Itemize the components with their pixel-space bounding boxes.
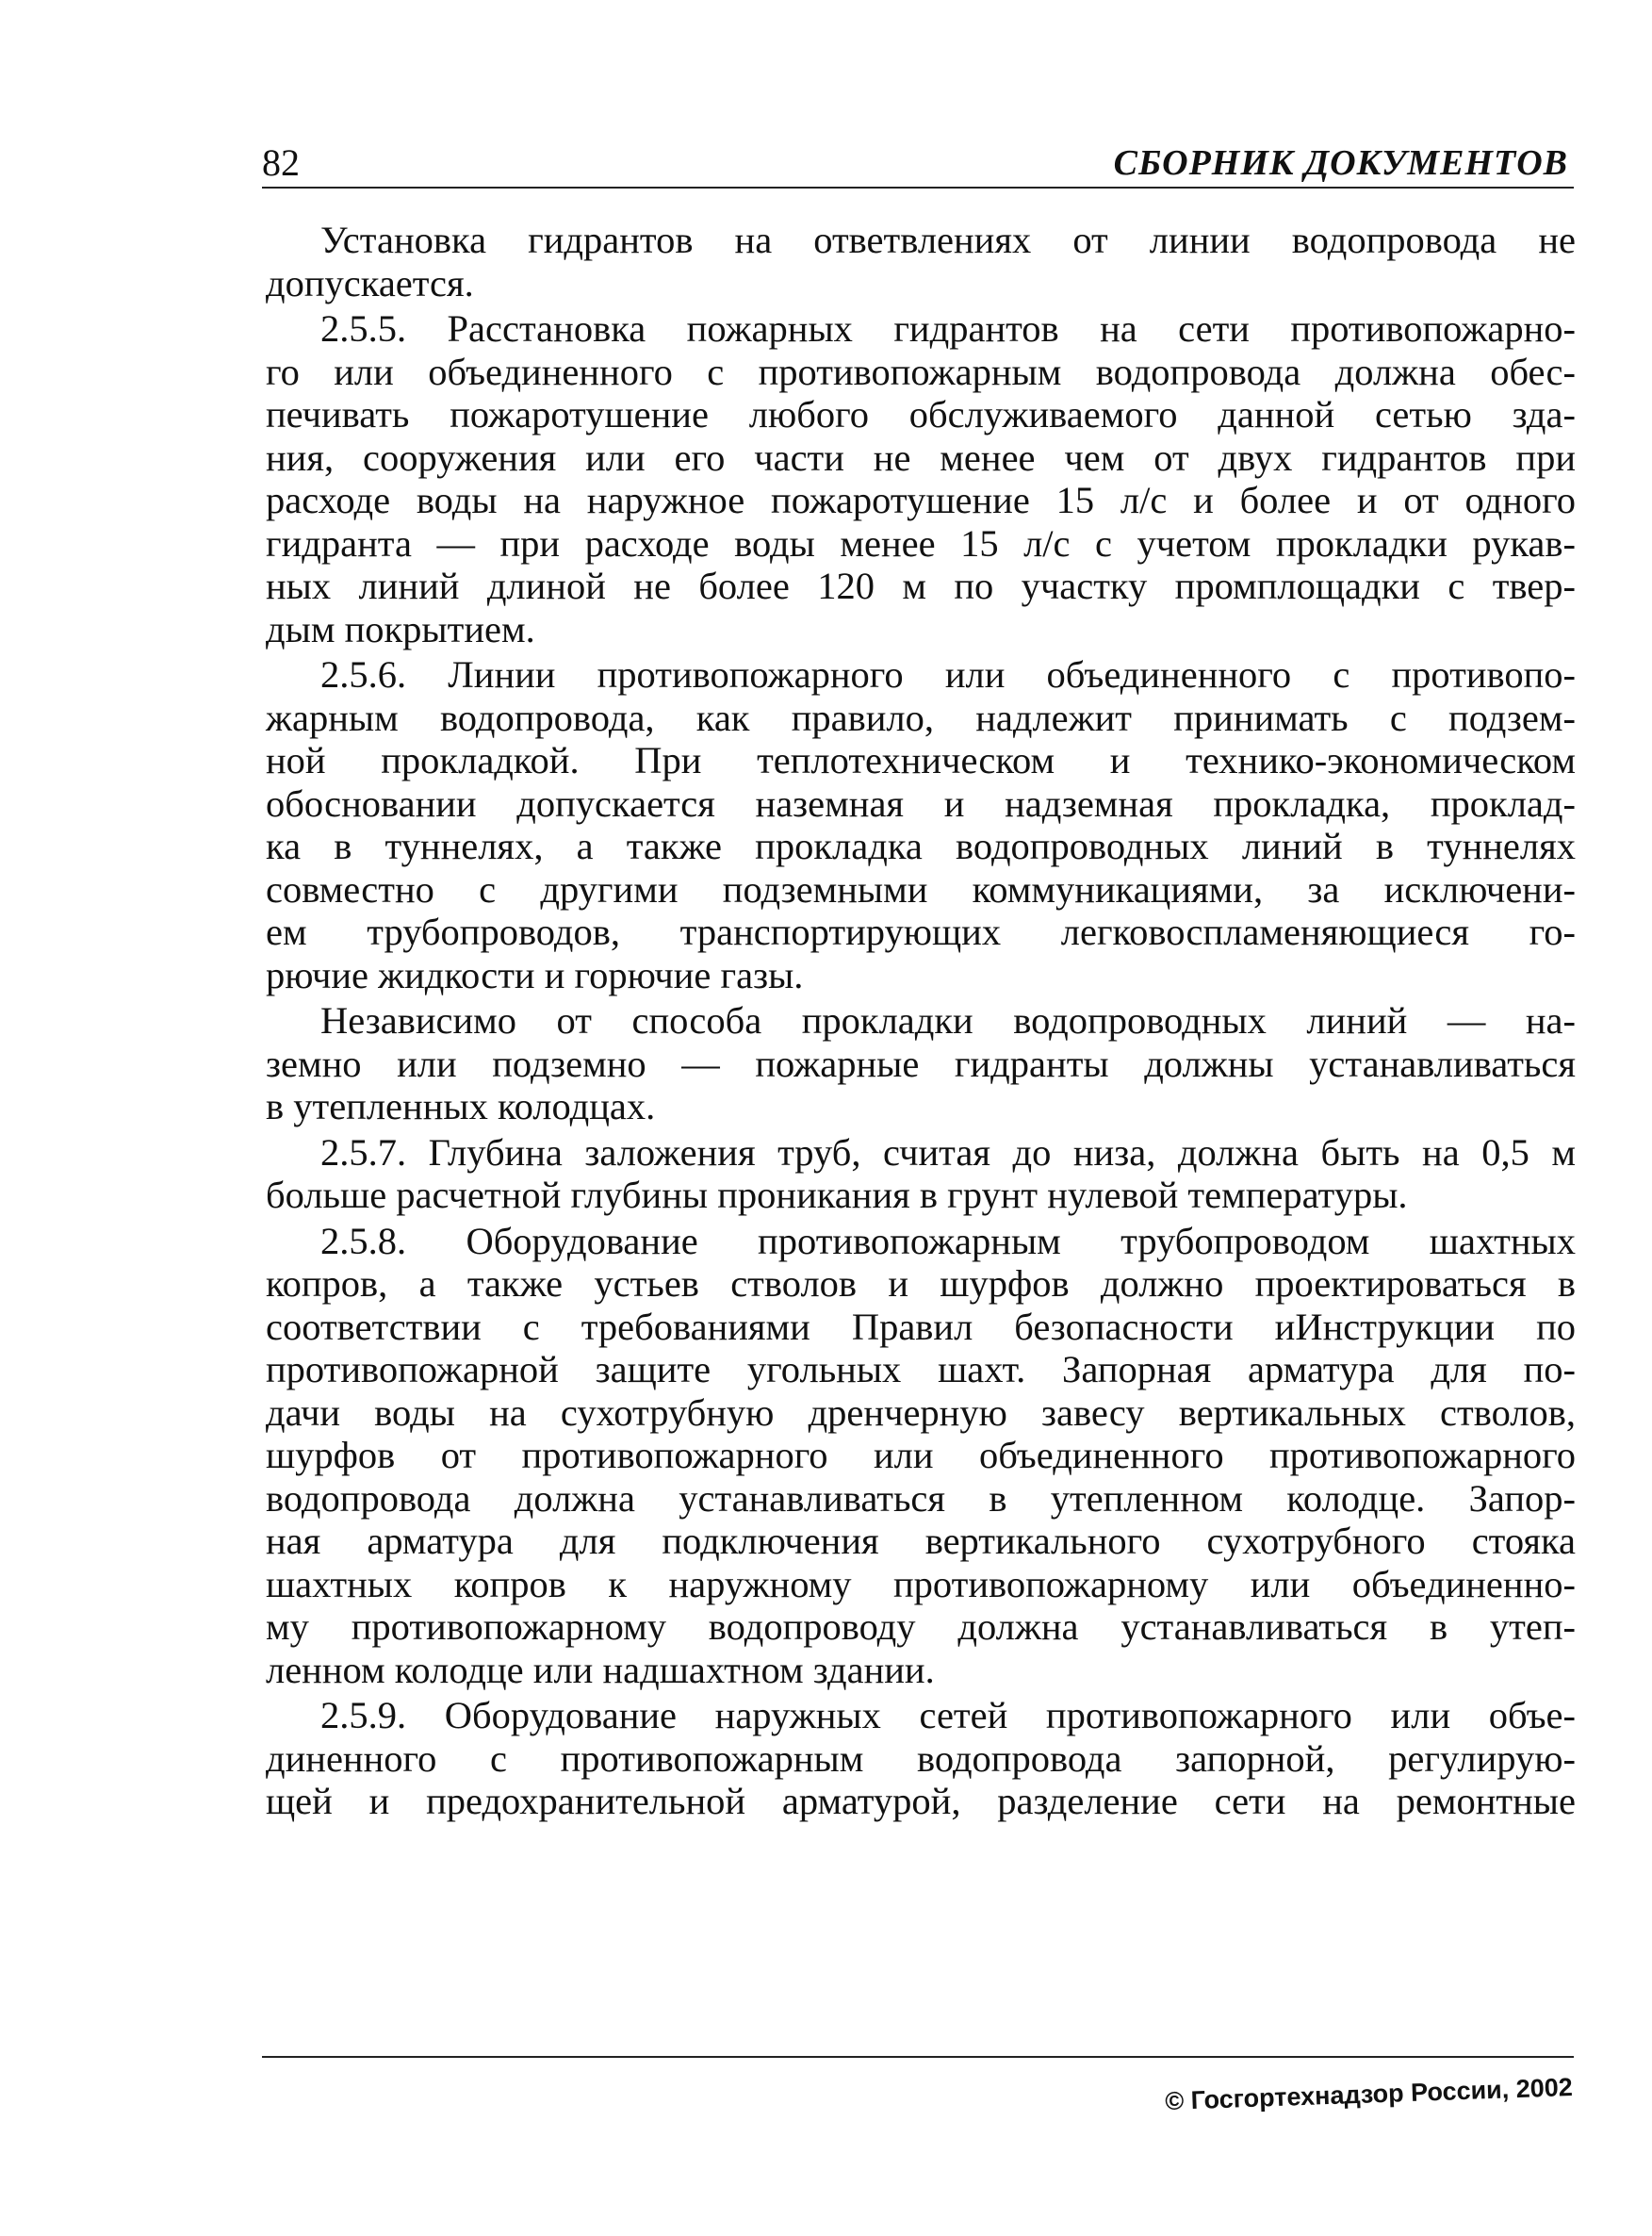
text-line: ка в туннелях, а также прокладка водопроводных линий в туннелях <box>266 825 1576 867</box>
body-text <box>266 219 1576 1823</box>
text-line: рючие жидкости и горючие газы. <box>266 953 804 996</box>
text-line: 2.5.6. Линии противопожарного или объединенного с противопо- <box>320 653 1576 696</box>
paragraph <box>266 999 1576 1128</box>
text-line: шурфов от противопожарного или объединенного противопожарного <box>266 1434 1576 1476</box>
text-line: земно или подземно — пожарные гидранты должны устанавливаться <box>266 1042 1576 1085</box>
text-line: диненного с противопожарным водопровода запорной, регулирую- <box>266 1736 1576 1780</box>
text-line: соответствии с требованиями Правил безопасности иИнструкции по <box>266 1305 1576 1348</box>
page-header <box>262 141 1574 185</box>
text-line: ная арматура для подключения вертикального сухотрубного стояка <box>266 1520 1576 1562</box>
paragraph <box>266 307 1576 650</box>
text-line: Независимо от способа прокладки водопроводных линий — на- <box>320 999 1576 1042</box>
text-line: печивать пожаротушение любого обслуживаемого данной сетью зда- <box>266 393 1576 436</box>
text-line: го или объединенного с противопожарным водопровода должна обес- <box>266 350 1576 393</box>
text-line: в утепленных колодцах. <box>266 1085 656 1127</box>
text-line: шахтных копров к наружному противопожарному или объединенно- <box>266 1562 1576 1605</box>
text-line: копров, а также устьев стволов и шурфов должно проектироваться в <box>266 1262 1576 1305</box>
text-line: дачи воды на сухотрубную дренчерную завесу вертикальных стволов, <box>266 1390 1576 1434</box>
text-line: ния, сооружения или его части не менее чем от двух гидрантов при <box>266 436 1576 479</box>
text-line: допускается. <box>266 261 474 304</box>
running-title: СБОРНИК ДОКУМЕНТОВ <box>1113 143 1568 183</box>
header-rule <box>262 187 1574 189</box>
copyright-notice: © Госгортехнадзор России, 2002 <box>1165 2073 1574 2116</box>
text-line: 2.5.9. Оборудование наружных сетей противопожарного или объе- <box>320 1694 1576 1736</box>
text-line: расходе воды на наружное пожаротушение 15 л/с и более и от одного <box>266 479 1576 521</box>
text-line: 2.5.5. Расстановка пожарных гидрантов на сети противопожарно- <box>320 307 1576 350</box>
text-line: 2.5.8. Оборудование противопожарным трубопроводом шахтных <box>320 1219 1576 1262</box>
paragraph <box>266 653 1576 996</box>
paragraph <box>266 1694 1576 1823</box>
paragraph <box>266 1131 1576 1217</box>
text-line: больше расчетной глубины проникания в грунт нулевой температуры. <box>266 1174 1408 1216</box>
text-line: ленном колодце или надшахтном здании. <box>266 1648 935 1691</box>
text-line: противопожарной защите угольных шахт. Запорная арматура для по- <box>266 1348 1576 1390</box>
text-line: гидранта — при расходе воды менее 15 л/с с учетом прокладки рукав- <box>266 521 1576 565</box>
text-line: 2.5.7. Глубина заложения труб, считая до низа, должна быть на 0,5 м <box>320 1130 1576 1174</box>
text-line: дым покрытием. <box>266 607 535 650</box>
text-line: ных линий длиной не более 120 м по участку промплощадки с твер- <box>266 565 1576 607</box>
text-line: щей и предохранительной арматурой, разделение сети на ремонтные <box>266 1780 1576 1822</box>
paragraph <box>266 219 1576 304</box>
text-line: Установка гидрантов на ответвлениях от линии водопровода не <box>320 219 1576 261</box>
text-line: водопровода должна устанавливаться в утепленном колодце. Запор- <box>266 1476 1576 1520</box>
footer-rule <box>262 2056 1574 2058</box>
text-line: совместно с другими подземными коммуникациями, за исключени- <box>266 867 1576 911</box>
text-line: ной прокладкой. При теплотехническом и технико-экономическом <box>266 739 1576 781</box>
text-line: жарным водопровода, как правило, надлежит принимать с подзем- <box>266 696 1576 739</box>
text-line: обосновании допускается наземная и надземная прокладка, проклад- <box>266 781 1576 825</box>
text-line: му противопожарному водопроводу должна устанавливаться в утеп- <box>266 1605 1576 1648</box>
page-number: 82 <box>262 141 300 184</box>
paragraph <box>266 1220 1576 1692</box>
text-line: ем трубопроводов, транспортирующих легковоспламеняющиеся го- <box>266 911 1576 953</box>
